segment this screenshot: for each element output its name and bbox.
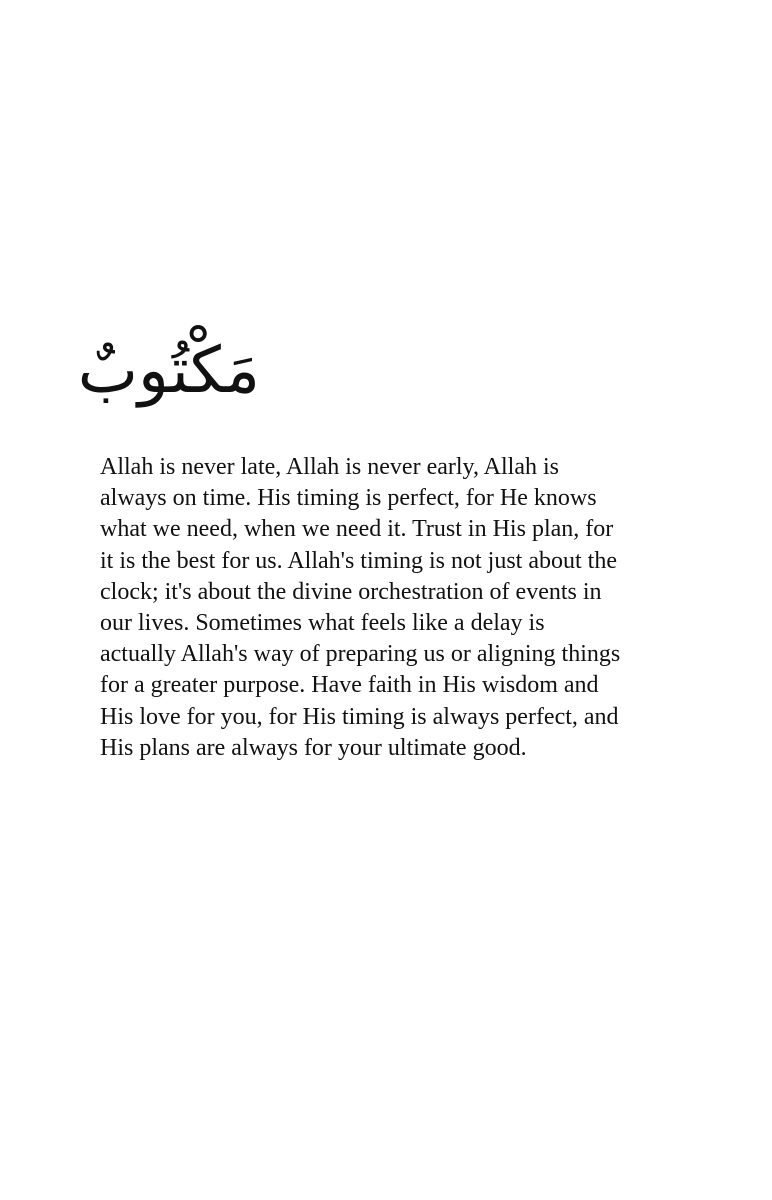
body-line: actually Allah's way of preparing us or aligning things	[100, 641, 621, 668]
body-paragraph	[100, 452, 690, 764]
body-line: His love for you, for His timing is always perfect, and	[100, 703, 619, 730]
arabic-title: مَكْتُوبٌ	[77, 334, 260, 408]
body-line: Allah is never late, Allah is never early, Allah is	[100, 454, 559, 480]
body-line: His plans are always for your ultimate good.	[100, 734, 527, 761]
body-line: our lives. Sometimes what feels like a delay is	[100, 610, 545, 637]
body-line: what we need, when we need it. Trust in His plan, for	[100, 516, 614, 543]
body-line: for a greater purpose. Have faith in His wisdom and	[100, 672, 599, 699]
body-line: always on time. His timing is perfect, for He knows	[100, 485, 597, 512]
body-line: it is the best for us. Allah's timing is not just about the	[100, 547, 617, 574]
body-line: clock; it's about the divine orchestration of events in	[100, 578, 602, 605]
